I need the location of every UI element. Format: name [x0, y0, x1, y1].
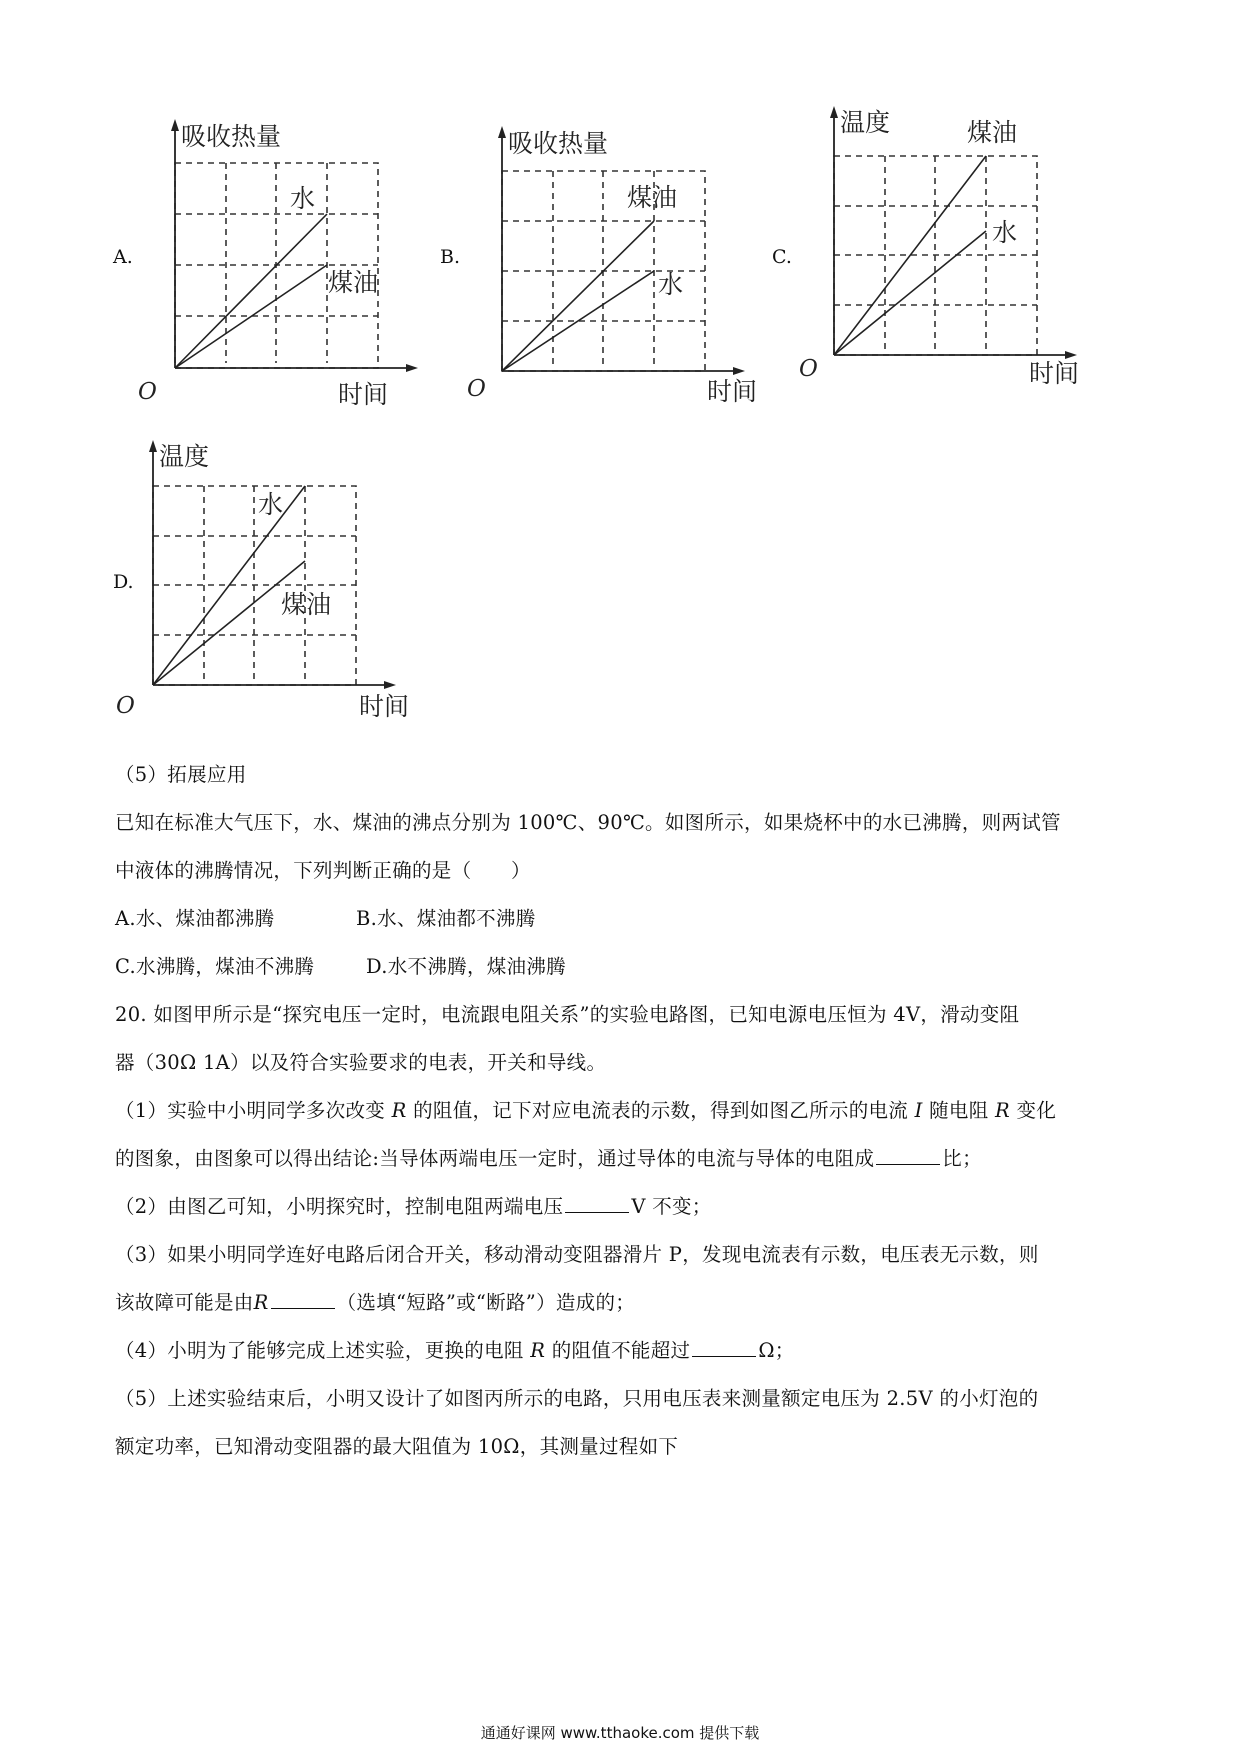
- text-segment: 的阻值不能超过: [551, 1339, 691, 1362]
- origin-label: O: [116, 693, 135, 719]
- text-segment: V 不变；: [631, 1195, 712, 1218]
- graph-c: [799, 102, 1099, 388]
- series-label-water: 水: [258, 490, 284, 519]
- series-label-water: 水: [290, 184, 316, 213]
- series-line-water: [175, 214, 327, 368]
- option-a: A.水、煤油都沸腾: [115, 907, 275, 930]
- answer-blank[interactable]: [876, 1146, 940, 1165]
- option-c-letter: C.: [772, 246, 792, 268]
- text-segment: 变化: [1016, 1099, 1057, 1122]
- question-20-part-3-line-1: （3）如果小明同学连好电路后闭合开关，移动滑动变阻器滑片 P，发现电流表有示数，电压表无示数，则: [115, 1243, 1039, 1266]
- origin-label: O: [467, 376, 486, 402]
- graph-a: [138, 115, 440, 409]
- text-segment: 该故障可能是由: [115, 1291, 254, 1314]
- text-segment: 的阻值，记下对应电流表的示数，得到如图乙所示的电流: [413, 1099, 909, 1122]
- x-axis-label: 时间: [1029, 359, 1080, 388]
- x-axis-arrow: [733, 367, 745, 375]
- question-20-line-1: 20. 如图甲所示是“探究电压一定时，电流跟电阻关系”的实验电路图，已知电源电压恒为 4V，滑动变阻: [115, 1003, 1020, 1026]
- origin-label: O: [799, 356, 818, 382]
- question-19-5-line-1: 已知在标准大气压下，水、煤油的沸点分别为 100℃、90℃。如图所示，如果烧杯中的水已沸腾，则两试管: [115, 811, 1061, 834]
- variable-r: R: [253, 1291, 269, 1314]
- text-segment: 比；: [942, 1147, 982, 1170]
- x-axis-arrow: [1065, 351, 1077, 359]
- question-20-part-2: [115, 1192, 712, 1222]
- x-axis-arrow: [384, 681, 396, 689]
- variable-r: R: [995, 1099, 1011, 1122]
- text-segment: 随电阻: [929, 1099, 989, 1122]
- question-19-5-line-2: 中液体的沸腾情况，下列判断正确的是（ ）: [115, 859, 531, 882]
- question-20-part-5-line-1: （5）上述实验结束后，小明又设计了如图丙所示的电路，只用电压表来测量额定电压为 2.5V 的小灯泡的: [115, 1387, 1039, 1410]
- option-d-letter: D.: [113, 571, 134, 593]
- series-label-kerosene: 煤油: [967, 118, 1018, 147]
- series-label-kerosene: 煤油: [627, 183, 678, 212]
- x-axis-label: 时间: [707, 377, 758, 406]
- question-19-5-title: （5）拓展应用: [115, 763, 247, 786]
- answer-blank[interactable]: [692, 1338, 756, 1357]
- question-20-part-1-line-2: [115, 1144, 982, 1174]
- series-line-water: [834, 231, 986, 355]
- origin-label: O: [138, 379, 157, 405]
- text-segment: （1）实验中小明同学多次改变: [115, 1099, 386, 1122]
- question-20-part-1-line-1: [115, 1096, 1056, 1126]
- x-axis-arrow: [406, 364, 418, 372]
- text-segment: Ω；: [758, 1339, 795, 1362]
- series-label-kerosene: 煤油: [328, 268, 379, 297]
- question-20-line-2: 器（30Ω 1A）以及符合实验要求的电表，开关和导线。: [115, 1051, 607, 1074]
- y-axis-label: 吸收热量: [181, 122, 282, 151]
- text-segment: （选填“短路”或“断路”）造成的；: [336, 1291, 636, 1314]
- answer-blank[interactable]: [271, 1290, 335, 1309]
- graph-b: [467, 118, 767, 406]
- y-axis-label: 温度: [159, 442, 210, 471]
- option-c: C.水沸腾，煤油不沸腾: [115, 955, 315, 978]
- variable-r: R: [530, 1339, 546, 1362]
- series-line-kerosene: [153, 561, 305, 685]
- y-axis-arrow: [149, 440, 157, 452]
- series-line-kerosene: [502, 221, 654, 371]
- option-b-letter: B.: [440, 246, 461, 268]
- y-axis-label: 温度: [840, 108, 891, 137]
- graph-grid: [153, 486, 356, 685]
- text-segment: （2）由图乙可知，小明探究时，控制电阻两端电压: [115, 1195, 564, 1218]
- series-label-kerosene: 煤油: [281, 590, 332, 619]
- graph-d: [116, 433, 418, 721]
- option-d: D.水不沸腾，煤油沸腾: [366, 955, 566, 978]
- page-footer: 通通好课网 www.tthaoke.com 提供下载: [480, 1724, 760, 1742]
- x-axis-label: 时间: [359, 692, 410, 721]
- series-label-water: 水: [992, 218, 1018, 247]
- text-segment: （4）小明为了能够完成上述实验，更换的电阻: [115, 1339, 524, 1362]
- y-axis-arrow: [498, 126, 506, 138]
- text-segment: 的图象，由图象可以得出结论:当导体两端电压一定时，通过导体的电流与导体的电阻成: [115, 1147, 875, 1170]
- variable-r: R: [391, 1099, 407, 1122]
- variable-i: I: [914, 1099, 923, 1122]
- question-20-part-4: [115, 1336, 795, 1366]
- series-label-water: 水: [658, 270, 684, 299]
- x-axis-label: 时间: [338, 380, 389, 409]
- option-a-letter: A.: [113, 246, 133, 268]
- y-axis-label: 吸收热量: [508, 129, 609, 158]
- y-axis-arrow: [171, 119, 179, 131]
- question-20-part-3-line-2: [115, 1288, 635, 1318]
- option-b: B.水、煤油都不沸腾: [356, 907, 536, 930]
- y-axis-arrow: [830, 106, 838, 118]
- answer-blank[interactable]: [565, 1194, 629, 1213]
- graph-grid: [834, 156, 1037, 355]
- question-20-part-5-line-2: 额定功率，已知滑动变阻器的最大阻值为 10Ω，其测量过程如下: [115, 1435, 679, 1458]
